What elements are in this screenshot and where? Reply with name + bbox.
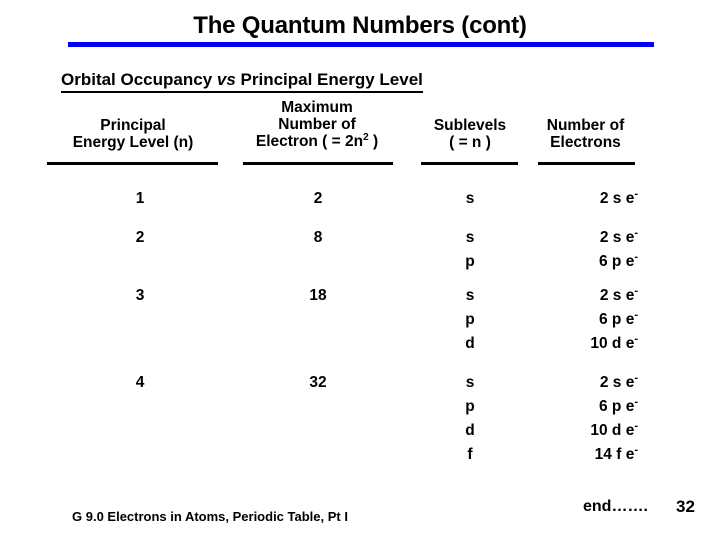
subtitle-part-2: Principal Energy Level — [235, 70, 423, 89]
electron-orbital: f — [616, 446, 626, 463]
cell-principal-energy-level: 2 — [135, 229, 145, 246]
electron-count: 2 — [599, 190, 613, 207]
electron-charge-superscript: - — [634, 308, 638, 321]
cell-sublevel: p — [465, 311, 475, 328]
electron-orbital: p — [611, 398, 626, 415]
column-header-line: Number of — [278, 116, 356, 133]
cell-number-of-electrons — [538, 226, 638, 250]
column-rule-maximum-number-of-electron — [243, 162, 393, 165]
cell-number-of-electrons — [538, 443, 638, 467]
electron-orbital: s — [612, 190, 626, 207]
column-header-line-formula — [237, 133, 397, 150]
cell-sublevel: s — [465, 287, 475, 304]
electron-orbital: s — [612, 374, 626, 391]
electron-count: 6 — [598, 253, 612, 270]
cell-maximum-number-of-electron: 8 — [313, 229, 323, 246]
column-header-number-of-electrons — [528, 117, 643, 151]
formula-exponent: 2 — [363, 131, 369, 143]
footer-page-number: 32 — [676, 497, 695, 516]
cell-number-of-electrons — [538, 332, 638, 356]
cell-principal-energy-level: 4 — [135, 374, 145, 391]
electron-count: 6 — [598, 398, 612, 415]
cell-number-of-electrons — [538, 308, 638, 332]
cell-sublevel: d — [465, 422, 475, 439]
electron-charge-superscript: - — [634, 371, 638, 384]
electron-charge-superscript: - — [634, 284, 638, 297]
cell-sublevel: s — [465, 229, 475, 246]
electron-particle: e — [625, 311, 635, 328]
electron-orbital: s — [612, 229, 626, 246]
cell-maximum-number-of-electron: 32 — [309, 374, 327, 391]
cell-sublevel: d — [465, 335, 475, 352]
column-header-line: Energy Level (n) — [72, 134, 194, 151]
cell-maximum-number-of-electron: 2 — [313, 190, 323, 207]
electron-count: 10 — [590, 335, 612, 352]
formula-suffix: ) — [368, 133, 379, 150]
electron-charge-superscript: - — [634, 226, 638, 239]
cell-number-of-electrons — [538, 250, 638, 274]
cell-number-of-electrons — [538, 284, 638, 308]
footer-source-label: G 9.0 Electrons in Atoms, Periodic Table, Pt I — [72, 509, 348, 524]
page-title: The Quantum Numbers (cont) — [193, 12, 527, 39]
cell-sublevel: s — [465, 190, 475, 207]
electron-orbital: p — [611, 311, 626, 328]
column-header-line: Principal — [100, 117, 166, 134]
electron-count: 2 — [599, 374, 613, 391]
column-header-line: Electrons — [550, 134, 621, 151]
footer-end-note: end……. — [583, 498, 648, 515]
cell-sublevel: f — [467, 446, 473, 463]
column-header-line: Sublevels — [433, 117, 507, 134]
cell-number-of-electrons — [538, 419, 638, 443]
electron-particle: e — [625, 190, 635, 207]
electron-count: 2 — [599, 229, 613, 246]
column-header-sublevels — [418, 117, 522, 151]
electron-orbital: p — [611, 253, 626, 270]
cell-sublevel: p — [465, 253, 475, 270]
column-rule-number-of-electrons — [538, 162, 635, 165]
cell-number-of-electrons — [538, 187, 638, 211]
subtitle-part-1: Orbital Occupancy — [61, 70, 217, 89]
electron-count: 14 — [594, 446, 617, 463]
column-header-maximum-number-of-electron — [237, 99, 397, 150]
electron-orbital: s — [612, 287, 626, 304]
electron-count: 2 — [599, 287, 613, 304]
electron-particle: e — [625, 287, 635, 304]
electron-count: 10 — [590, 422, 612, 439]
electron-charge-superscript: - — [634, 443, 638, 456]
electron-particle: e — [625, 335, 635, 352]
cell-principal-energy-level: 1 — [135, 190, 145, 207]
electron-orbital: d — [611, 422, 626, 439]
electron-particle: e — [625, 446, 635, 463]
electron-particle: e — [625, 229, 635, 246]
cell-sublevel: p — [465, 398, 475, 415]
electron-charge-superscript: - — [634, 187, 638, 200]
electron-charge-superscript: - — [634, 395, 638, 408]
electron-particle: e — [625, 422, 635, 439]
formula-prefix: Electron ( = 2n — [255, 133, 364, 150]
electron-particle: e — [625, 398, 635, 415]
column-header-line: Maximum — [281, 99, 353, 116]
cell-sublevel: s — [465, 374, 475, 391]
column-header-line: ( = n ) — [449, 134, 491, 151]
subtitle-emphasis: vs — [216, 70, 236, 89]
column-header-line: Number of — [546, 117, 625, 134]
cell-number-of-electrons — [538, 371, 638, 395]
cell-maximum-number-of-electron: 18 — [309, 287, 327, 304]
electron-charge-superscript: - — [634, 332, 638, 345]
cell-number-of-electrons — [538, 395, 638, 419]
column-header-principal-energy-level — [47, 117, 219, 151]
electron-particle: e — [625, 374, 635, 391]
electron-count: 6 — [598, 311, 612, 328]
electron-particle: e — [625, 253, 635, 270]
column-rule-principal-energy-level — [47, 162, 218, 165]
column-rule-sublevels — [421, 162, 518, 165]
electron-charge-superscript: - — [634, 419, 638, 432]
electron-charge-superscript: - — [634, 250, 638, 263]
cell-principal-energy-level: 3 — [135, 287, 145, 304]
electron-orbital: d — [611, 335, 626, 352]
